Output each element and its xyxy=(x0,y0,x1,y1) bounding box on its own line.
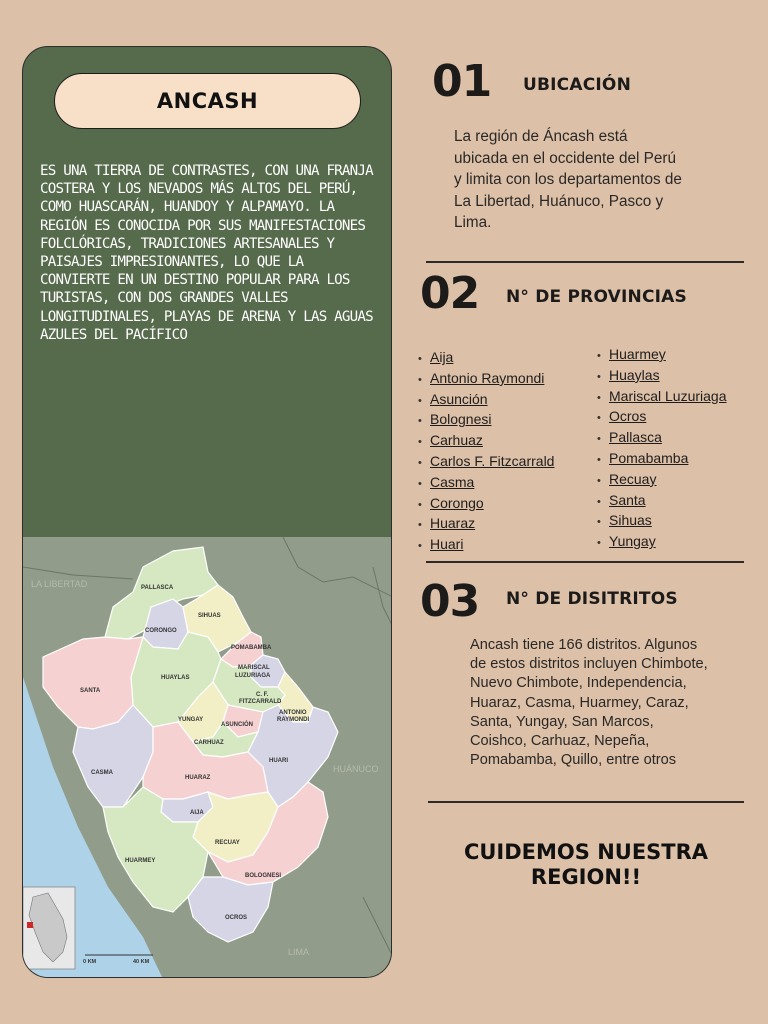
list-item[interactable]: • Aija xyxy=(418,348,554,369)
label-pomabamba: POMABAMBA xyxy=(231,645,272,651)
section-2-title: N° DE PROVINCIAS xyxy=(506,287,687,307)
title-pill xyxy=(54,73,361,129)
list-item[interactable]: • Bolognesi xyxy=(418,410,554,431)
label-bolognesi: BOLOGNESI xyxy=(245,873,282,879)
label-cf: C. F. xyxy=(256,692,269,698)
list-item[interactable]: • Mariscal Luzuriaga xyxy=(597,387,727,408)
list-item[interactable]: • Carlos F. Fitzcarrald xyxy=(418,452,554,473)
label-yungay: YUNGAY xyxy=(178,717,204,723)
inset-map xyxy=(23,887,75,969)
inset-ancash-marker xyxy=(27,922,33,928)
region-title: ANCASH xyxy=(156,89,259,113)
section-2-number: 02 xyxy=(420,268,480,319)
section-1-text: La región de Áncash está ubicada en el occidente del Perú y limita con los departamentos de La Libertad, Huánuco, Pasco y Lima. xyxy=(454,128,682,231)
label-sihuas: SIHUAS xyxy=(198,613,221,619)
label-pallasca: PALLASCA xyxy=(141,585,174,591)
label-huaraz: HUARAZ xyxy=(185,775,211,781)
list-item[interactable]: • Recuay xyxy=(597,470,727,491)
info-card xyxy=(22,46,392,978)
label-raymondi: RAYMONDI xyxy=(277,717,310,723)
label-aija: AIJA xyxy=(190,810,204,816)
list-item[interactable]: • Pallasca xyxy=(597,428,727,449)
provinces-list-2 xyxy=(597,345,727,553)
label-luzuriaga: LUZURIAGA xyxy=(235,673,271,679)
list-item[interactable]: • Ocros xyxy=(597,407,727,428)
province-ocros xyxy=(188,877,273,942)
section-3-number: 03 xyxy=(420,576,480,627)
divider-3 xyxy=(428,801,744,803)
list-item[interactable]: • Huaylas xyxy=(597,366,727,387)
list-item[interactable]: • Huari xyxy=(418,535,554,556)
border-line xyxy=(23,567,133,579)
border-line xyxy=(373,567,392,627)
label-huari: HUARI xyxy=(269,758,288,764)
label-corongo: CORONGO xyxy=(145,628,177,634)
scale-forty: 40 KM xyxy=(133,959,150,965)
list-item[interactable]: • Casma xyxy=(418,473,554,494)
label-huarmey: HUARMEY xyxy=(125,858,156,864)
label-la-libertad: LA LIBERTAD xyxy=(31,579,88,589)
section-1-title: UBICACIÓN xyxy=(523,75,632,95)
list-item[interactable]: • Carhuaz xyxy=(418,431,554,452)
label-huanuco: HUÁNUCO xyxy=(333,764,379,774)
label-asuncion: ASUNCIÓN xyxy=(221,722,254,728)
list-item[interactable]: • Yungay xyxy=(597,532,727,553)
intro-text: ES UNA TIERRA DE CONTRASTES, CON UNA FRANJA COSTERA Y LOS NEVADOS MÁS ALTOS DEL PERÚ, COMO HUASCARÁN, HUANDOY Y ALPAMAYO. LA REGIÓN ES CONOCIDA POR SUS MANIFESTACIONES FOLCLÓRICAS, TRADICIONES ARTESANALES Y PAISAJES IMPRESIONANTES, LO QUE LA CONVIERTE EN UN DESTINO POPULAR PARA LOS TURISTAS, CON DOS GRANDES VALLES LONGITUDINALES, PLAYAS DE ARENA Y LAS AGUAS AZULES DEL PACÍFICO xyxy=(40,163,373,343)
divider-2 xyxy=(426,561,744,563)
border-line xyxy=(283,537,392,597)
border-line xyxy=(363,897,392,957)
list-item[interactable]: • Pomabamba xyxy=(597,449,727,470)
list-item[interactable]: • Antonio Raymondi xyxy=(418,369,554,390)
label-casma: CASMA xyxy=(91,770,113,776)
list-item[interactable]: • Santa xyxy=(597,491,727,512)
list-item[interactable]: • Corongo xyxy=(418,494,554,515)
ancash-map xyxy=(23,537,392,978)
label-mariscal: MARISCAL xyxy=(238,665,270,671)
label-lima: LIMA xyxy=(288,947,310,957)
scale-zero: 0 KM xyxy=(83,959,97,965)
list-item[interactable]: • Huarmey xyxy=(597,345,727,366)
label-carhuaz: CARHUAZ xyxy=(194,740,224,746)
section-1-number: 01 xyxy=(432,56,492,107)
label-antonio: ANTONIO xyxy=(279,710,307,716)
provinces-list-1 xyxy=(418,348,554,556)
list-item[interactable]: • Asunción xyxy=(418,390,554,411)
list-item[interactable]: • Sihuas xyxy=(597,511,727,532)
section-3-title: N° DE DISITRITOS xyxy=(506,589,678,609)
label-huaylas: HUAYLAS xyxy=(161,675,190,681)
closing-slogan: CUIDEMOS NUESTRA REGION!! xyxy=(463,840,709,889)
label-santa: SANTA xyxy=(80,688,101,694)
divider-1 xyxy=(426,261,744,263)
label-recuay: RECUAY xyxy=(215,840,240,846)
label-fitzcarrald: FITZCARRALD xyxy=(239,699,282,705)
list-item[interactable]: • Huaraz xyxy=(418,514,554,535)
label-ocros: OCROS xyxy=(225,915,248,921)
section-3-text: Ancash tiene 166 distritos. Algunos de estos distritos incluyen Chimbote, Nuevo Chimbote, Independencia, Huaraz, Casma, Huarmey, Caraz, Santa, Yungay, San Marcos, Coishco, Carhuaz, Nepeña, Pomabamba, Quillo, entre otros xyxy=(470,637,708,769)
